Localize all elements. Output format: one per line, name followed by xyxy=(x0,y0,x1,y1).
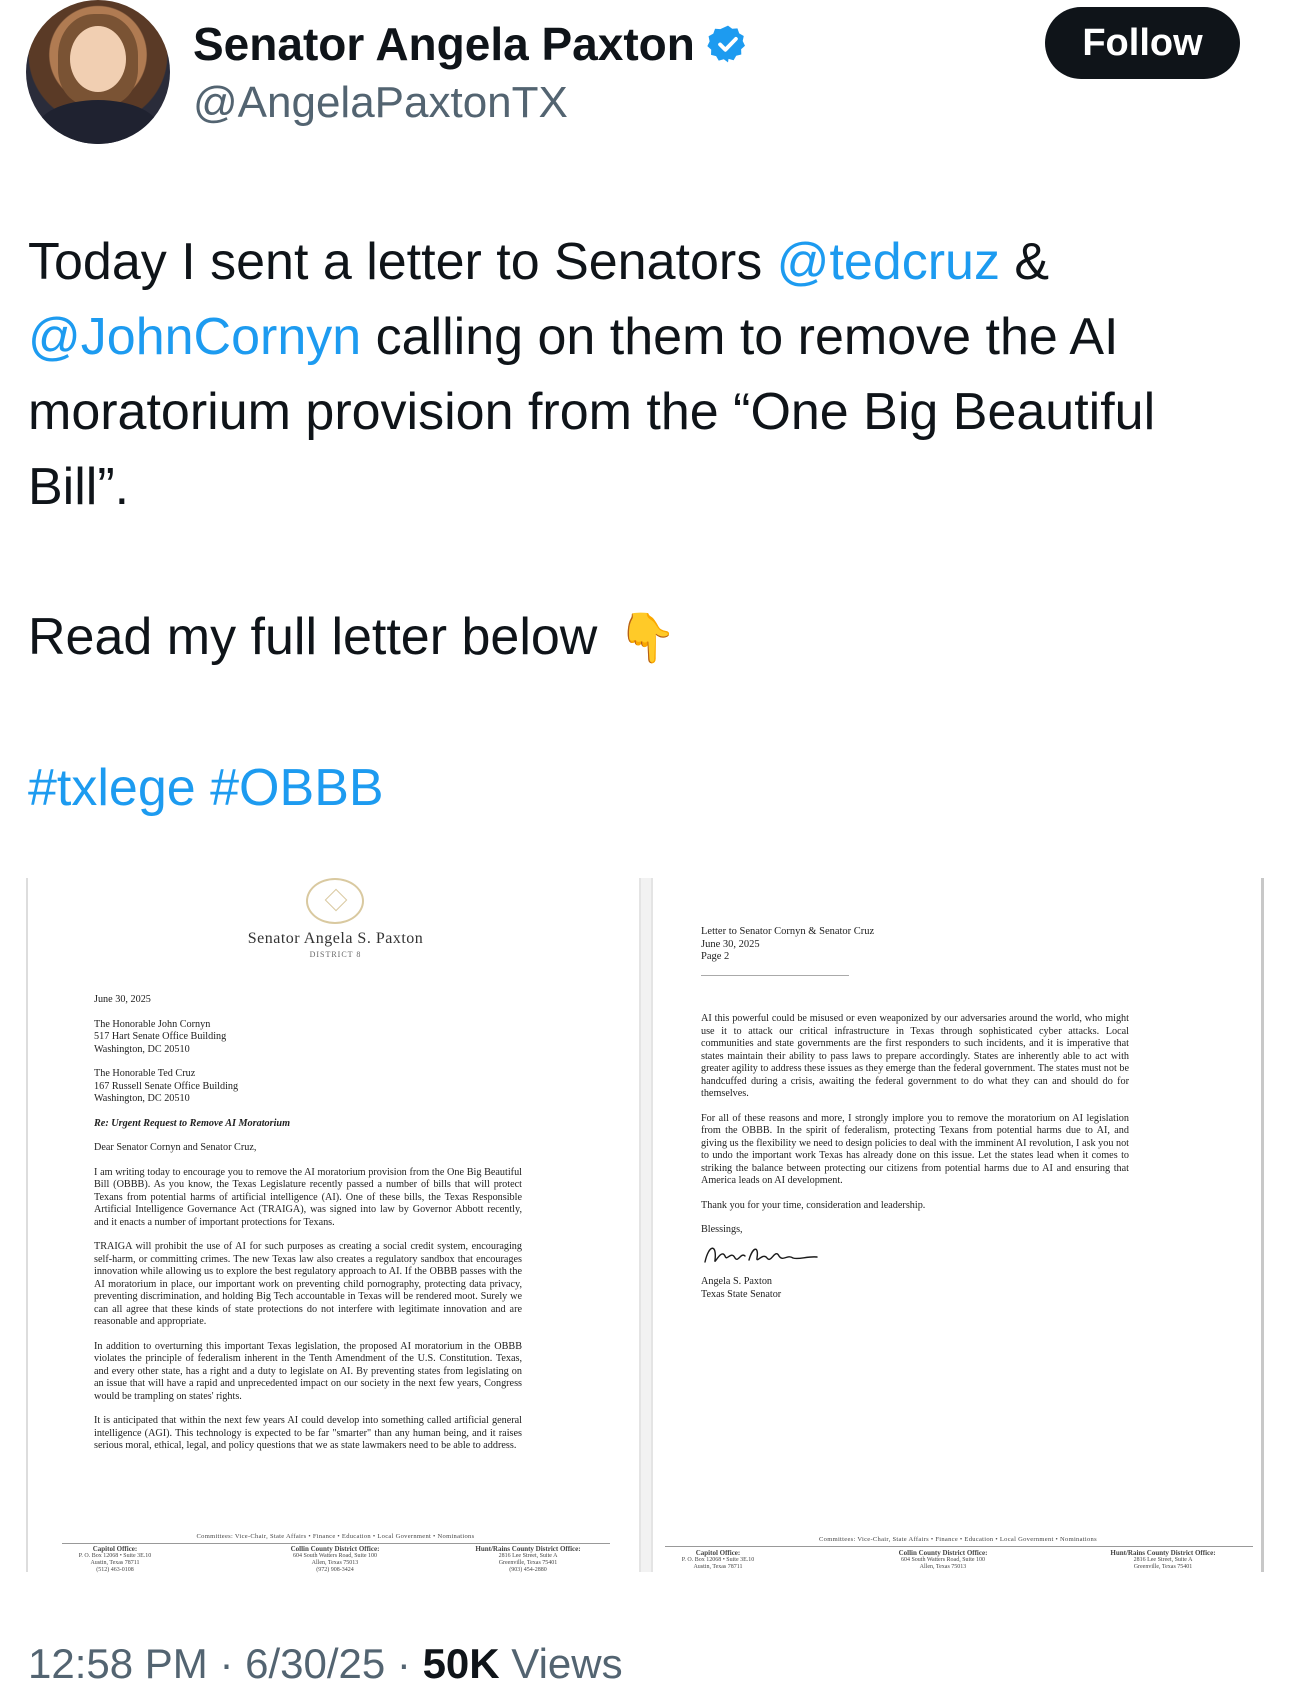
letter-date: June 30, 2025 xyxy=(94,994,151,1005)
office-title: Collin County District Office: xyxy=(290,1545,380,1553)
tweet-line-3: moratorium provision from the “One Big Beautiful xyxy=(28,383,1156,441)
office-hunt-rains xyxy=(1073,1550,1253,1571)
address-line: The Honorable Ted Cruz xyxy=(94,1068,196,1079)
letter-closing: Blessings, xyxy=(701,1224,743,1235)
address-line: 517 Hart Senate Office Building xyxy=(94,1031,227,1042)
hashtag-obbb-link[interactable]: #OBBB xyxy=(210,759,384,817)
blank-line xyxy=(28,525,1268,600)
blank-line xyxy=(28,676,1268,751)
tweet-media[interactable] xyxy=(26,878,1264,1578)
meta-separator: · xyxy=(207,1640,246,1687)
avatar-face xyxy=(70,26,126,92)
office-line: 604 South Watters Road, Suite 100 xyxy=(292,1553,378,1559)
mention-johncornyn-link[interactable]: @JohnCornyn xyxy=(28,308,362,366)
office-line: 2816 Lee Street, Suite A xyxy=(498,1553,558,1559)
address-line: Washington, DC 20510 xyxy=(94,1043,190,1055)
letter-subject: Re: Urgent Request to Remove AI Moratorium xyxy=(94,1117,291,1129)
letter-body-page2 xyxy=(701,1013,1129,1249)
letter-page-1-image[interactable] xyxy=(26,878,641,1572)
address-line: Washington, DC 20510 xyxy=(94,1093,190,1104)
user-handle[interactable]: @AngelaPaxtonTX xyxy=(193,78,568,127)
tweet-text-segment: calling on them to remove the AI xyxy=(361,308,1119,366)
office-line: Allen, Texas 75013 xyxy=(311,1560,359,1566)
tweet-text-segment: Today I sent a letter to Senators xyxy=(28,233,777,291)
office-line: 2816 Lee Street, Suite A xyxy=(1133,1557,1193,1563)
hashtag-txlege-link[interactable]: #txlege xyxy=(28,759,196,817)
page2-header xyxy=(701,926,874,964)
tweet-line-1 xyxy=(28,225,1268,300)
address-line: 167 Russell Senate Office Building xyxy=(94,1080,239,1092)
letter-paragraph: In addition to overturning this important Texas legislation, the proposed AI moratorium in the OBBB violates the principle of federalism inherent in the Tenth Amendment of the U.S. Constitution. Texas, and every other state, has a right and a duty to legislate on AI. By preventing states from legislating on an issue that will have a rapid and unprecedented impact on our society in the next few years, Congress would be trampling on states' rights. xyxy=(94,1340,522,1402)
office-hunt-rains xyxy=(443,1546,613,1574)
office-line: (903) 454-2880 xyxy=(509,1567,547,1573)
letter-paragraph: AI this powerful could be misused or even weaponized by our adversaries around the world, who might use it to attack our critical infrastructure in Texas through sophisticated cyber attacks. Local communities and state governments are the first responders to such incidents, and it is imperative that states maintain their ability to pass laws to prepare accordingly. States are inherently able to act with greater agility to address these issues as they emerge than the federal government. The states must not be handcuffed during a crisis, awaiting the federal government to do what they can and should do for themselves. xyxy=(701,1013,1129,1099)
display-name[interactable]: Senator Angela Paxton xyxy=(193,18,695,70)
footer-divider xyxy=(665,1546,1253,1547)
signer-name: Angela S. Paxton xyxy=(701,1276,773,1287)
office-line: (972) 908-3424 xyxy=(316,1567,354,1573)
letter-paragraph: For all of these reasons and more, I strongly implore you to remove the moratorium on AI legislation from the OBBB. In the spirit of federalism, protecting Texans from potential harms due to AI, and giving us the flexibility we need to design policies to deal with the imminent AI revolution, I ask you not to undo the important work Texas has already done on this issue. Let the states lead when it comes to striking the balance between protecting our citizens from potential harms due to AI and ensuring that America leads on AI development. xyxy=(701,1112,1129,1186)
name-row xyxy=(193,14,749,74)
verified-badge-icon xyxy=(707,23,749,65)
tweet-line-2 xyxy=(28,300,1268,375)
media-divider xyxy=(641,878,651,1572)
mention-tedcruz-link[interactable]: @tedcruz xyxy=(776,233,1000,291)
hashtag-line xyxy=(28,751,1268,826)
views-label: Views xyxy=(499,1640,623,1687)
signer-block xyxy=(701,1276,1001,1301)
office-title: Hunt/Rains County District Office: xyxy=(1110,1549,1216,1557)
letter-committees: Committees: Vice-Chair, State Affairs • Finance • Education • Local Government • Nominations xyxy=(196,1533,475,1540)
office-line: P. O. Box 12068 • Suite 3E.10 xyxy=(78,1553,152,1559)
tweet-line-5 xyxy=(28,600,1268,676)
tweet-text-segment: & xyxy=(999,233,1050,291)
signature-icon xyxy=(701,1238,821,1272)
footer-divider xyxy=(62,1543,610,1544)
letter-salutation: Dear Senator Cornyn and Senator Cruz, xyxy=(94,1142,257,1153)
tweet-date-link[interactable]: 6/30/25 xyxy=(245,1640,386,1687)
office-line: P. O. Box 12068 • Suite 3E.10 xyxy=(681,1557,755,1563)
office-line: Greenville, Texas 75401 xyxy=(1133,1564,1193,1570)
letter-paragraph: It is anticipated that within the next few years AI could develop into something called artificial general intelligence (AGI). This technology is expected to be far "smarter" than any human being, and it raises serious moral, ethical, legal, and policy questions that we as state lawmakers need to be able to address. xyxy=(94,1415,522,1451)
letter-page-2-image[interactable] xyxy=(651,878,1264,1572)
recipient-address-2 xyxy=(94,1068,522,1106)
tweet-text xyxy=(28,225,1268,826)
office-title: Capitol Office: xyxy=(92,1545,138,1553)
office-line: (512) 463-0108 xyxy=(96,1567,134,1573)
letter-committees: Committees: Vice-Chair, State Affairs • Finance • Education • Local Government • Nominations xyxy=(819,1536,1097,1543)
office-line: Allen, Texas 75013 xyxy=(919,1564,967,1570)
office-line: Austin, Texas 78711 xyxy=(90,1560,140,1566)
tweet-time-link[interactable]: 12:58 PM xyxy=(28,1640,208,1687)
letterhead-district: DISTRICT 8 xyxy=(309,950,362,959)
letter-paragraph: I am writing today to encourage you to remove the AI moratorium provision from the One Big Beautiful Bill (OBBB). As you know, the Texas Legislature recently passed a number of bills that will protect Texans from potential harms of artificial intelligence (AI). One of these bills, the Texas Responsible Artificial Intelligence Governance Act (TRAIGA), was signed into law by Governor Abbott recently, and it enacts a number of important protections for Texans. xyxy=(94,1166,522,1228)
letter-thanks: Thank you for your time, consideration and leadership. xyxy=(701,1199,926,1211)
office-line: Austin, Texas 78711 xyxy=(693,1564,743,1570)
office-title: Capitol Office: xyxy=(695,1549,741,1557)
office-title: Collin County District Office: xyxy=(898,1549,988,1557)
recipient-address-1 xyxy=(94,1019,522,1057)
office-capitol xyxy=(653,1550,783,1571)
tweet-meta xyxy=(28,1640,623,1688)
address-line: The Honorable John Cornyn xyxy=(94,1018,211,1030)
office-collin xyxy=(853,1550,1033,1571)
follow-button[interactable]: Follow xyxy=(1045,7,1240,79)
office-capitol xyxy=(50,1546,180,1574)
office-title: Hunt/Rains County District Office: xyxy=(475,1545,581,1553)
avatar[interactable] xyxy=(26,0,170,144)
pointing-down-emoji-icon: 👇 xyxy=(617,612,678,665)
views-count[interactable]: 50K xyxy=(422,1640,500,1687)
avatar-shoulders xyxy=(36,100,160,144)
page2-header-line: June 30, 2025 xyxy=(701,938,760,950)
office-line: Greenville, Texas 75401 xyxy=(498,1560,558,1566)
letter-body xyxy=(94,994,522,1465)
tweet-line-4: Bill”. xyxy=(28,458,130,516)
office-collin xyxy=(250,1546,420,1574)
office-line: 604 South Watters Road, Suite 100 xyxy=(900,1557,986,1563)
page2-header-line: Page 2 xyxy=(701,951,730,962)
letter-paragraph: TRAIGA will prohibit the use of AI for such purposes as creating a social credit system, encouraging self-harm, or committing crimes. The new Texas law also creates a regulatory sandbox that encourages innovation while allowing us to explore the best regulatory approach to AI. If the OBBB passes with the AI moratorium in place, our important work on preventing child pornography, protecting data privacy, preventing discrimination, and holding Big Tech accountable in Texas will be rendered moot. Surely we can all agree that these kinds of state protections do not interfere with legitimate innovation and are reasonable and appropriate. xyxy=(94,1241,522,1327)
texas-senate-seal-icon xyxy=(306,878,364,924)
letterhead-name: Senator Angela S. Paxton xyxy=(247,930,424,947)
page2-header-line: Letter to Senator Cornyn & Senator Cruz xyxy=(701,926,875,937)
page2-header-rule xyxy=(701,975,849,976)
tweet-text-segment: Read my full letter below xyxy=(28,608,598,666)
signer-title: Texas State Senator xyxy=(701,1288,782,1300)
meta-separator: · xyxy=(385,1640,423,1687)
